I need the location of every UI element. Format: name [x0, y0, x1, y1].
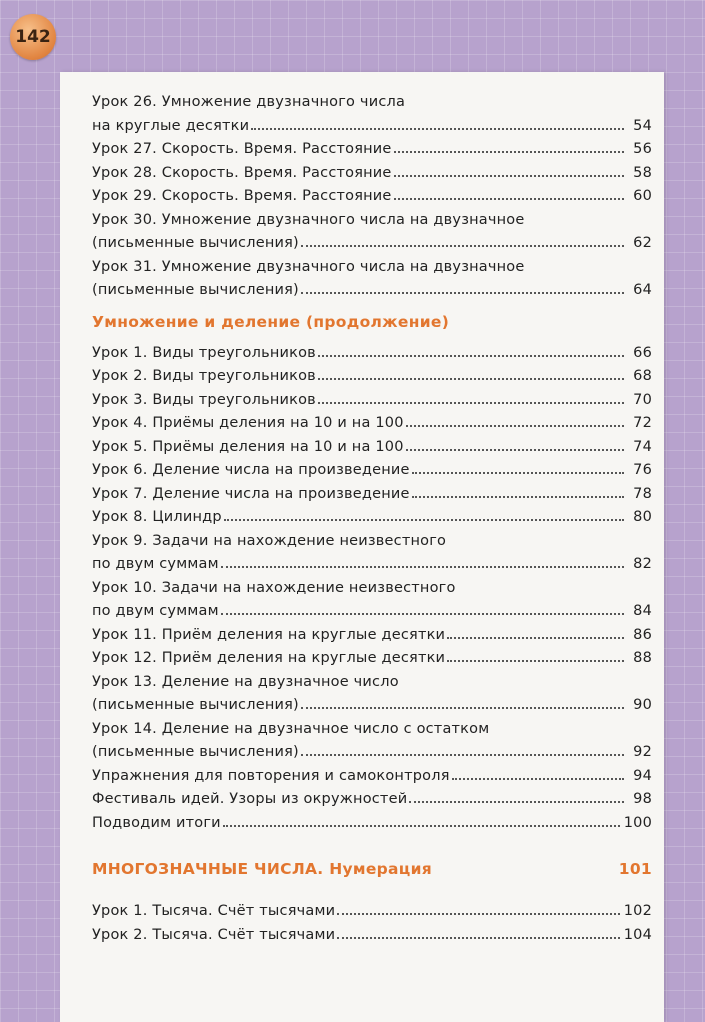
toc-entry — [92, 900, 652, 924]
toc-entry-text: Упражнения для повторения и самоконтроля — [92, 767, 450, 784]
section-heading-caps: МНОГОЗНАЧНЫЕ ЧИСЛА. — [92, 860, 324, 878]
dot-leader — [223, 813, 620, 827]
toc-entry — [92, 694, 652, 718]
dot-leader — [406, 437, 624, 451]
toc-entry — [92, 279, 652, 303]
toc-page-number: 80 — [633, 509, 652, 525]
dot-leader — [301, 742, 624, 756]
toc-entry — [92, 924, 652, 948]
toc-entry-text: Урок 6. Деление числа на произведение — [92, 462, 410, 478]
toc-entry — [92, 600, 652, 624]
toc-entry — [92, 624, 652, 648]
toc-page-number: 90 — [633, 697, 652, 713]
dot-leader — [301, 233, 624, 247]
toc-page-number: 98 — [633, 791, 652, 807]
toc-entry-text: Урок 2. Виды треугольников — [92, 368, 316, 384]
table-of-contents-bottom — [92, 900, 652, 947]
toc-entry — [92, 741, 652, 765]
section-heading-title: Нумерация — [329, 860, 433, 878]
dot-leader — [301, 280, 624, 294]
toc-entry — [92, 436, 652, 460]
toc-entry-text: Урок 29. Скорость. Время. Расстояние — [92, 188, 392, 204]
toc-entry-text: Урок 28. Скорость. Время. Расстояние — [92, 164, 392, 181]
table-of-contents — [92, 91, 652, 835]
dot-leader — [412, 460, 624, 474]
toc-entry — [92, 506, 652, 530]
toc-entry-text: (письменные вычисления) — [92, 282, 299, 298]
toc-page-number: 62 — [633, 235, 652, 251]
toc-page-number: 92 — [633, 744, 652, 760]
toc-entry-text: Урок 8. Цилиндр — [92, 509, 222, 525]
toc-entry-text: Урок 26. Умножение двузначного числа — [92, 94, 406, 110]
section-heading-multidigit-numbers — [92, 860, 652, 878]
toc-entry-text: Урок 27. Скорость. Время. Расстояние — [92, 141, 392, 157]
toc-entry — [92, 812, 652, 836]
dot-leader — [447, 648, 624, 662]
toc-entry-text: Фестиваль идей. Узоры из окружностей — [92, 791, 408, 807]
toc-entry — [92, 389, 652, 413]
toc-page-number: 54 — [633, 117, 652, 134]
dot-leader — [221, 601, 624, 615]
toc-entry-text: на круглые десятки — [92, 117, 250, 134]
dot-leader — [221, 554, 624, 568]
toc-page-number: 82 — [633, 556, 652, 572]
dot-leader — [394, 139, 624, 153]
toc-page-number: 70 — [633, 391, 652, 408]
toc-page-number: 100 — [623, 814, 652, 831]
toc-entry-text: Урок 10. Задачи на нахождение неизвестного — [92, 579, 456, 596]
section-heading-label — [92, 860, 432, 878]
toc-entry-text: Урок 11. Приём деления на круглые десятки — [92, 626, 446, 643]
toc-entry-text: Урок 12. Приём деления на круглые десятки — [92, 650, 446, 666]
toc-entry — [92, 647, 652, 671]
dot-leader — [394, 186, 624, 200]
dot-leader — [318, 390, 624, 404]
toc-page-number: 66 — [633, 344, 652, 361]
toc-entry-text: Урок 3. Виды треугольников — [92, 391, 316, 408]
dot-leader — [337, 925, 619, 939]
lesson-list-middle — [92, 342, 652, 836]
toc-page-number: 94 — [633, 767, 652, 784]
lesson-list-top — [92, 91, 652, 303]
dot-leader — [412, 484, 624, 498]
dot-leader — [452, 766, 624, 780]
toc-entry-text: Урок 5. Приёмы деления на 10 и на 100 — [92, 438, 404, 455]
dot-leader — [447, 625, 624, 639]
toc-entry-text: Урок 9. Задачи на нахождение неизвестного — [92, 532, 447, 549]
page-number-badge: 142 — [10, 14, 56, 60]
toc-page-number: 84 — [633, 603, 652, 619]
lesson-list-bottom — [92, 900, 652, 947]
dot-leader — [251, 116, 624, 130]
toc-entry-text: (письменные вычисления) — [92, 697, 299, 713]
toc-page-number: 68 — [633, 368, 652, 384]
toc-entry — [92, 365, 652, 389]
section-heading-page: 101 — [618, 860, 652, 878]
toc-entry-text: Урок 13. Деление на двузначное число — [92, 673, 399, 690]
dot-leader — [409, 789, 624, 803]
toc-page-number: 104 — [623, 926, 652, 943]
toc-entry-text: по двум суммам — [92, 603, 219, 619]
toc-page-number: 60 — [633, 188, 652, 204]
toc-entry — [92, 185, 652, 209]
toc-entry-text: (письменные вычисления) — [92, 235, 299, 251]
toc-entry-text: Подводим итоги — [92, 814, 221, 831]
toc-entry-text: Урок 31. Умножение двузначного числа на двузначное — [92, 258, 525, 275]
toc-entry — [92, 412, 652, 436]
toc-entry-text: Урок 2. Тысяча. Счёт тысячами — [92, 926, 336, 943]
toc-entry — [92, 115, 652, 139]
dot-leader — [337, 901, 619, 915]
toc-page-number: 78 — [633, 485, 652, 502]
toc-entry — [92, 788, 652, 812]
toc-entry-text: Урок 1. Тысяча. Счёт тысячами — [92, 903, 336, 919]
toc-entry — [92, 138, 652, 162]
dot-leader — [394, 163, 624, 177]
toc-page-number: 76 — [633, 462, 652, 478]
toc-entry-text: Урок 1. Виды треугольников — [92, 344, 316, 361]
toc-entry — [92, 162, 652, 186]
toc-page-number: 64 — [633, 282, 652, 298]
toc-entry — [92, 232, 652, 256]
toc-entry — [92, 342, 652, 366]
toc-page-number: 86 — [633, 626, 652, 643]
toc-entry — [92, 553, 652, 577]
toc-entry — [92, 459, 652, 483]
toc-entry-text: Урок 30. Умножение двузначного числа на двузначное — [92, 211, 525, 228]
toc-page-number: 56 — [633, 141, 652, 157]
toc-page-number: 74 — [633, 438, 652, 455]
dot-leader — [301, 695, 624, 709]
toc-page-number: 88 — [633, 650, 652, 666]
dot-leader — [318, 343, 624, 357]
toc-page-number: 58 — [633, 164, 652, 181]
dot-leader — [318, 366, 624, 380]
toc-entry — [92, 483, 652, 507]
dot-leader — [406, 413, 624, 427]
dot-leader — [224, 507, 624, 521]
toc-entry-text: по двум суммам — [92, 556, 219, 572]
toc-entry-text: Урок 4. Приёмы деления на 10 и на 100 — [92, 415, 404, 431]
toc-page-number: 102 — [623, 903, 652, 919]
toc-page-number: 72 — [633, 415, 652, 431]
toc-entry — [92, 765, 652, 789]
toc-entry-text: (письменные вычисления) — [92, 744, 299, 760]
section-heading-multiplication-division: Умножение и деление (продолжение) — [92, 312, 450, 331]
toc-entry-text: Урок 7. Деление числа на произведение — [92, 485, 410, 502]
toc-entry-text: Урок 14. Деление на двузначное число с остатком — [92, 720, 490, 737]
